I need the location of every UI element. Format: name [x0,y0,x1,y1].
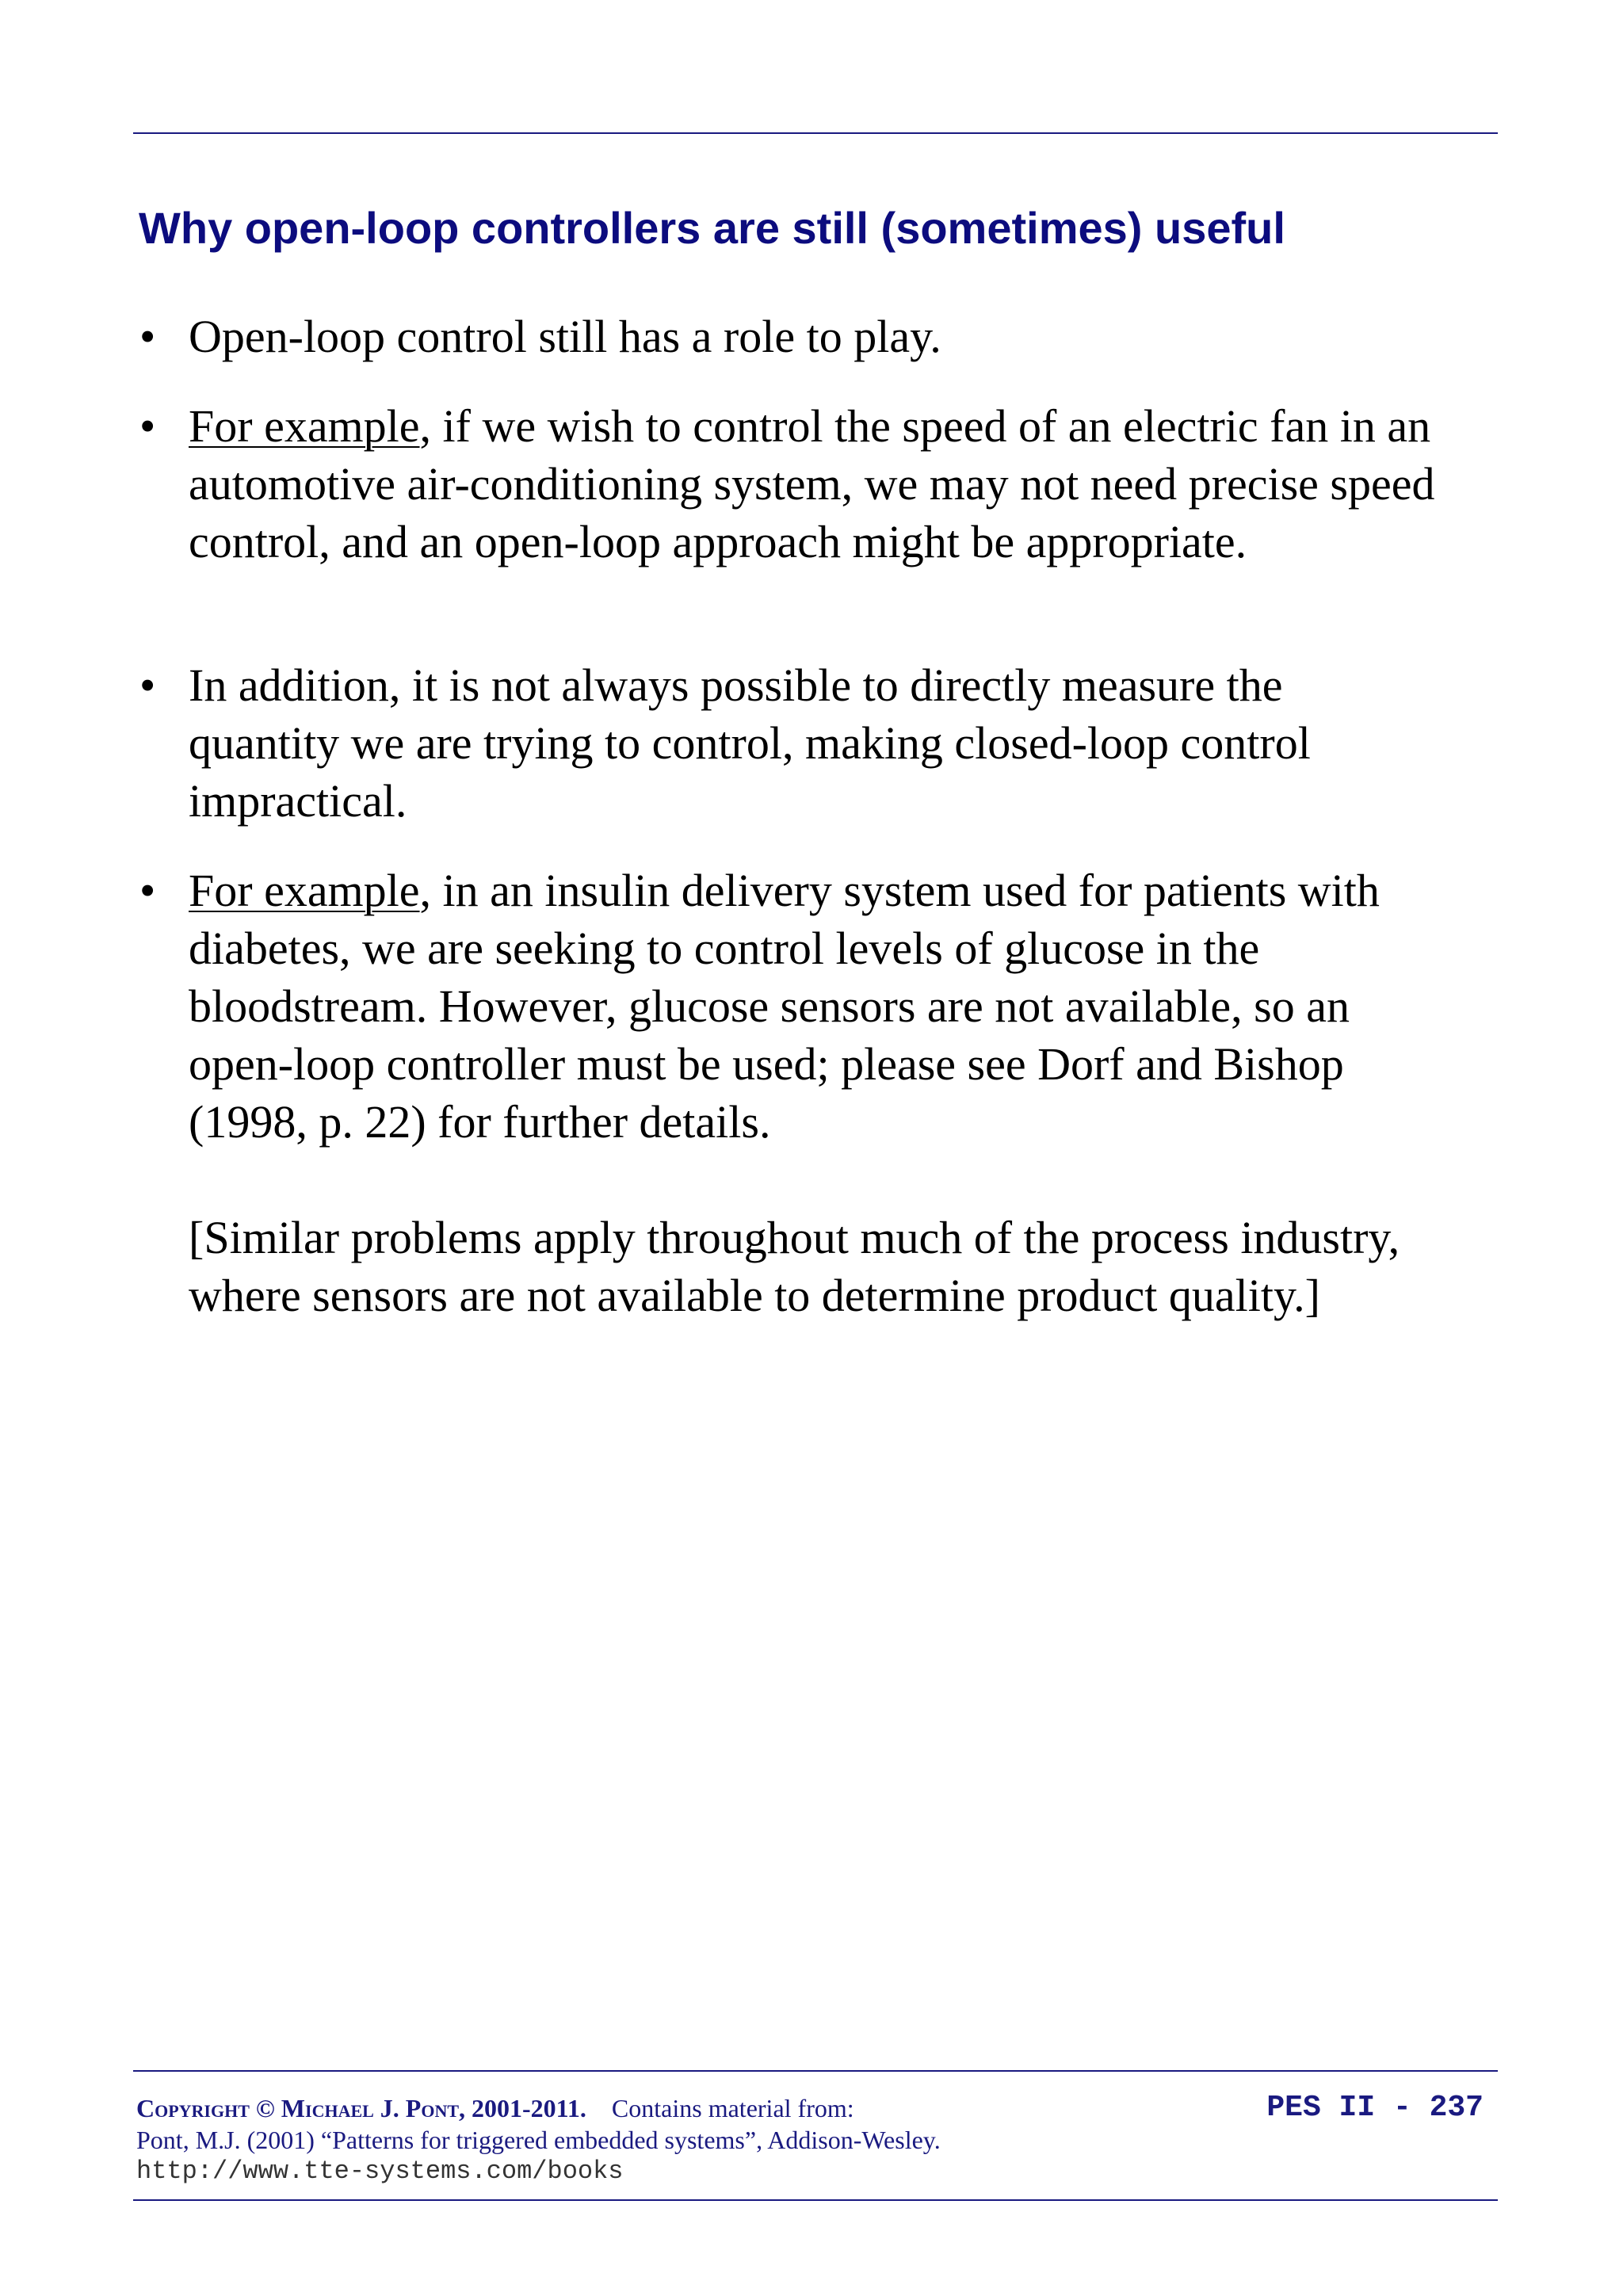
bullet-underline-text: For example [189,400,420,452]
bullet-icon: • [139,400,156,452]
copyright-text: Copyright © Michael J. Pont, 2001-2011. [136,2094,586,2122]
body-text [139,308,1439,1324]
note-paragraph [139,1209,1439,1324]
bullet-text: , in an insulin delivery system used for patients with diabetes, we are seeking to control levels of glucose in the bloodstream. However, glucose sensors are not available, so an open-loop controller must be used; please see Dorf and Bishop (1998, p. 22) for further details. [189,865,1380,1148]
bullet-item [139,656,1439,830]
footer [136,2092,1484,2187]
contains-text: Contains material from: [611,2094,854,2122]
bullet-item [139,397,1439,571]
citation-text: Pont, M.J. (2001) “Patterns for triggered embedded systems”, Addison-Wesley. [136,2126,941,2154]
url-text: http://www.tte-systems.com/books [136,2157,624,2186]
bullet-text: Open-loop control still has a role to play. [189,311,941,362]
bullet-underline-text: For example [189,865,420,916]
bullet-icon: • [139,659,156,711]
footer-bottom-rule [133,2199,1498,2201]
footer-top-rule [133,2070,1498,2072]
page-number: PES II - 237 [1266,2091,1484,2125]
top-rule [133,132,1498,134]
page-title: Why open-loop controllers are still (sometimes) useful [139,203,1285,253]
bullet-text: , if we wish to control the speed of an electric fan in an automotive air-conditioning system, we may not need precise speed control, and an open-loop approach might be appropriate. [189,400,1435,567]
bullet-item [139,861,1439,1151]
bullet-icon: • [139,865,156,916]
bullet-icon: • [139,311,156,362]
bullet-item [139,308,1439,365]
note-text: [Similar problems apply throughout much of the process industry, where sensors are not available to determine product quality.] [189,1212,1400,1321]
bullet-text: In addition, it is not always possible to directly measure the quantity we are trying to control, making closed-loop control impractical. [189,659,1311,827]
